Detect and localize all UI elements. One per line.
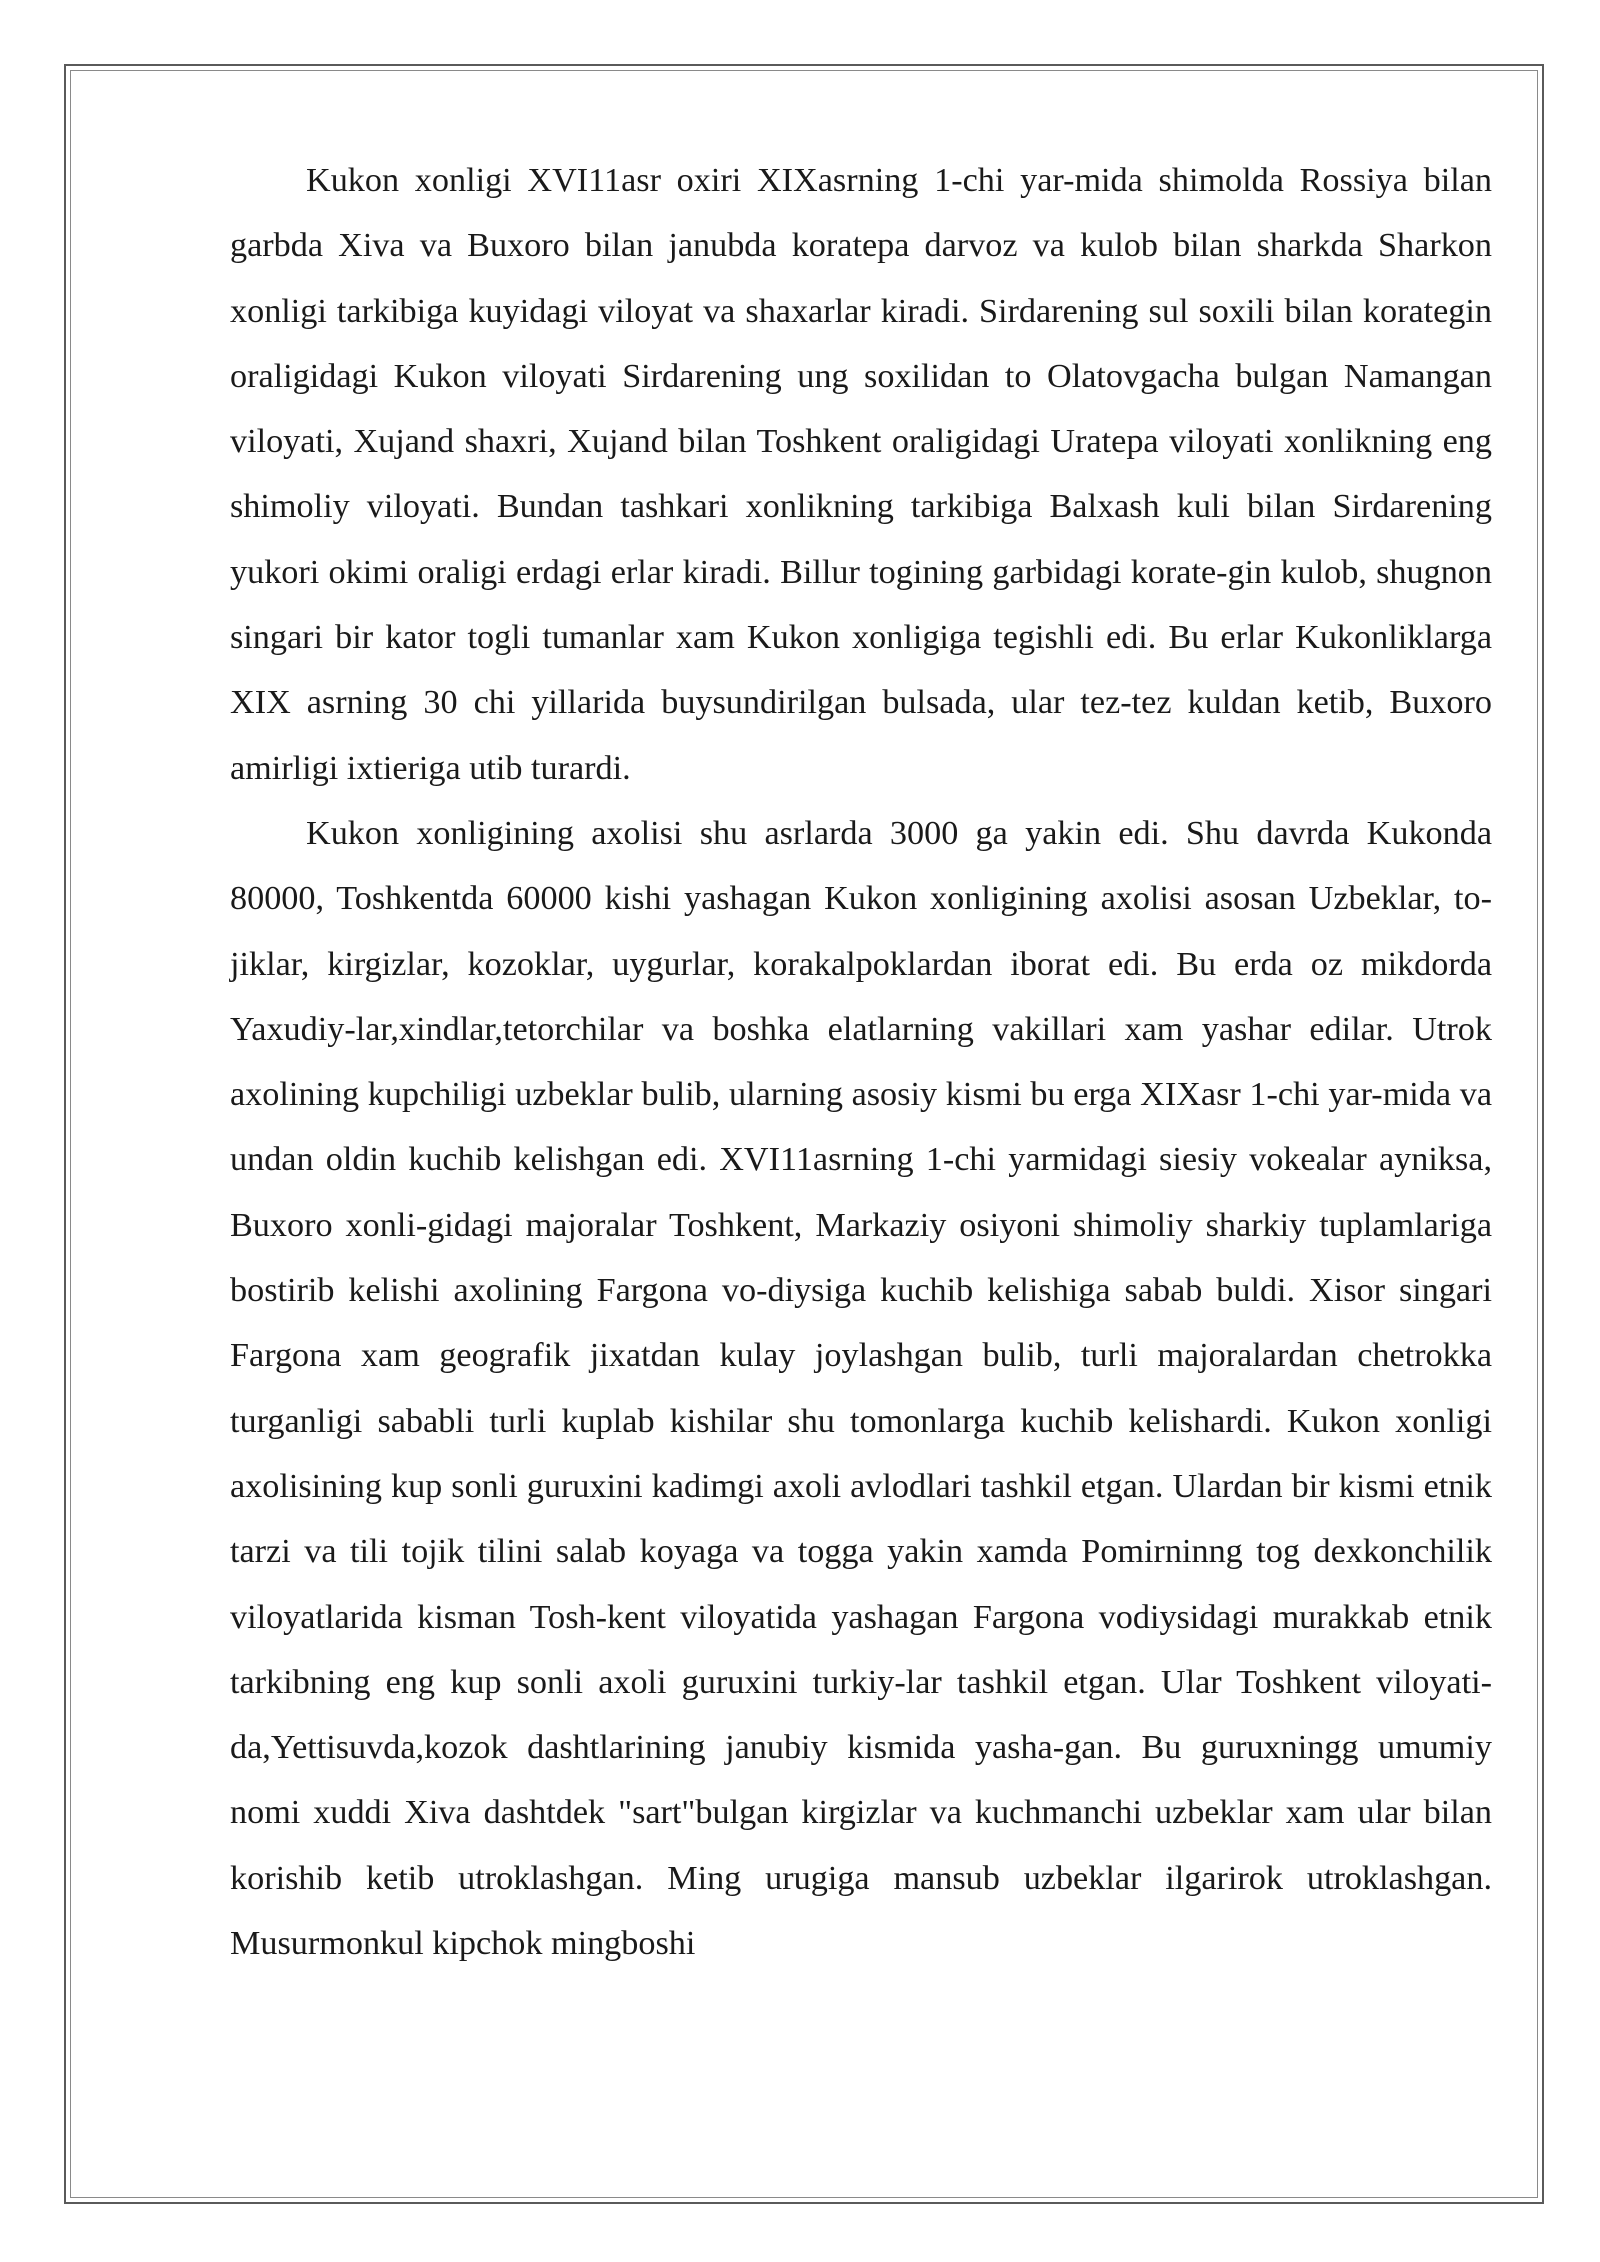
document-body [230,148,1492,1976]
paragraph-1: Kukon xonligi XVI11asr oxiri XIXasrning 1-chi yar-mida shimolda Rossiya bilan garbda Xiva va Buxoro bilan janubda koratepa darvoz va kulob bilan sharkda Sharkon xonligi tarkibiga kuyidagi viloyat va shaxarlar kiradi. Sirdarening sul soxili bilan korategin oraligidagi Kukon viloyati Sirdarening ung soxilidan to Olatovgacha bulgan Namangan viloyati, Xujand shaxri, Xujand bilan Toshkent oraligidagi Uratepa viloyati xonlikning eng shimoliy viloyati. Bundan tashkari xonlikning tarkibiga Balxash kuli bilan Sirdarening yukori okimi oraligi erdagi erlar kiradi. Billur togining garbidagi korate-gin kulob, shugnon singari bir kator togli tumanlar xam Kukon xonligiga tegishli edi. Bu erlar Kukonliklarga XIX asrning 30 chi yillarida buysundirilgan bulsada, ular tez-tez kuldan ketib, Buxoro amirligi ixtieriga utib turardi. [230,162,1492,787]
paragraph-2: Kukon xonligining axolisi shu asrlarda 3000 ga yakin edi. Shu davrda Kukonda 80000, Toshkentda 60000 kishi yashagan Kukon xonligining axolisi asosan Uzbeklar, to-jiklar, kirgizlar, kozoklar, uygurlar, korakalpoklardan iborat edi. Bu erda oz mikdorda Yaxudiy-lar,xindlar,tetorchilar va boshka elatlarning vakillari xam yashar edilar. Utrok axolining kupchiligi uzbeklar bulib, ularning asosiy kismi bu erga XIXasr 1-chi yar-mida va undan oldin kuchib kelishgan edi. XVI11asrning 1-chi yarmidagi siesiy vokealar ayniksa, Buxoro xonli-gidagi majoralar Toshkent, Markaziy osiyoni shimoliy sharkiy tuplamlariga bostirib kelishi axolining Fargona vo-diysiga kuchib kelishiga sabab buldi. Xisor singari Fargona xam geografik jixatdan kulay joylashgan bulib, turli majoralardan chetrokka turganligi sababli turli kuplab kishilar shu tomonlarga kuchib kelishardi. Kukon xonligi axolisining kup sonli guruxini kadimgi axoli avlodlari tashkil etgan. Ulardan bir kismi etnik tarzi va tili tojik tilini salab koyaga va togga yakin xamda Pomirninng tog dexkonchilik viloyatlarida kisman Tosh-kent viloyatida yashagan Fargona vodiysidagi murakkab etnik tarkibning eng kup sonli axoli guruxini turkiy-lar tashkil etgan. Ular Toshkent viloyati-da,Yettisuvda,kozok dashtlarining janubiy kismida yasha-gan. Bu guruxningg umumiy nomi xuddi Xiva dashtdek "sart"bulgan kirgizlar va kuchmanchi uzbeklar xam ular bilan korishib ketib utroklashgan. Ming urugiga mansub uzbeklar ilgarirok utroklashgan. Musurmonkul kipchok mingboshi [230,814,1492,1963]
